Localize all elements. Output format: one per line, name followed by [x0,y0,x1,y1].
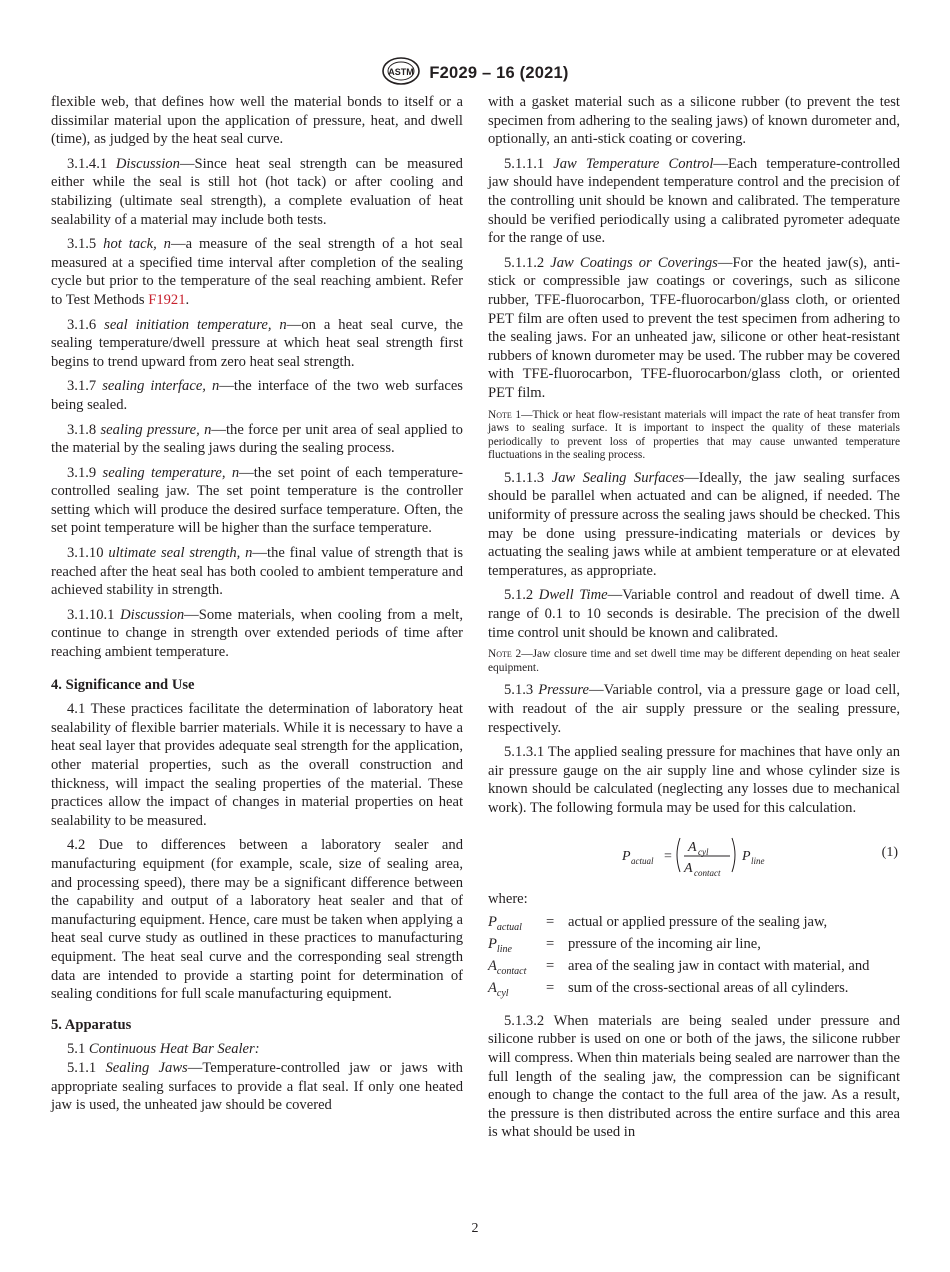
paragraph-5-1-3-1: 5.1.3.1 The applied sealing pressure for machines that have only an air pressure gauge on the air supply line and whose cylinder size is known should be calculated (neglecting any losses due to mechanical work). The following formula may be used for this calculation. [488,744,900,816]
paragraph-5-1-1-1: 5.1.1.1 Jaw Temperature Control—Each temperature-controlled jaw should have independent temperature control and the precision of the controlling unit should be known and calibrated. The temperature should be verified periodically using a calibrated pyrometer adequate for the range of use. [488,155,900,247]
equation-number: (1) [881,844,898,860]
definition-row: $A_{cyl}$ = sum of the cross-sectional areas of all cylinders. [488,979,849,999]
paragraph-5-1: 5.1 Continuous Heat Bar Sealer: [67,1041,260,1058]
eq-lhs-sub: actual [631,855,654,866]
reference-link-f1921[interactable]: F1921 [148,291,186,308]
eq-numerator: A [688,839,697,855]
paragraph-3-1-5: 3.1.5 hot tack, n—a measure of the seal strength of a hot seal measured at a specified time interval after completion of the sealing cycle but prior to the temperature of the seal reaching ambient. Refer to Test Methods F1921. [51,236,463,308]
paragraph-3-1-8: 3.1.8 sealing pressure, n—the force per unit area of seal applied to the material by the sealing jaws during the sealing process. [51,421,463,457]
paragraph-3-1-4-1: 3.1.4.1 Discussion—Since heat seal strength can be measured either while the seal is still hot (hot tack) or after cooling and stabilizing (ultimate seal strength), a complete evaluation of heat sealability of a material may include both tests. [51,155,463,228]
page-header [0,56,950,91]
definition-row: $A_{contact}$ = area of the sealing jaw in contact with material, and [488,957,870,977]
eq-denominator: A [684,860,693,876]
paragraph-5-1-1-3: 5.1.1.3 Jaw Sealing Surfaces—Ideally, the jaw sealing surfaces should be parallel when actuated and can be aligned, if needed. The uniformity of pressure across the sealing jaws should be checked. This may be done using pressure-indicating materials or devices by actuating the sealing jaws while at ambient temperature or at elevated temperatures, as appropriate. [488,469,900,579]
left-column [51,93,463,1121]
definition-row: $P_{actual}$ = actual or applied pressure of the sealing jaw, [488,914,828,934]
equation-1 [488,828,900,882]
paragraph-3-1-4-cont: flexible web, that defines how well the material bonds to itself or a dissimilar material upon the application of pressure, heat, and dwell (time), as judged by the heat seal curve. [51,94,463,148]
note-1: Note 1—Thick or heat flow-resistant materials will impact the rate of heat transfer from jaws to sealing surface. It is important to inspect the quality of these materials periodically to prevent loss of properties that may cause unwanted temperature fluctuations in the sealing process. [488,408,900,462]
eq-numerator-sub: cyl [698,846,709,857]
paragraph-3-1-6: 3.1.6 seal initiation temperature, n—on a heat seal curve, the sealing temperature/dwell pressure at which heat seal strength first begins to trend upward from zero heat seal strength. [51,316,463,370]
variable-definitions [488,914,900,1002]
pressure-formula [618,828,788,882]
paragraph-4-2: 4.2 Due to differences between a laboratory sealer and manufacturing equipment (for example, scale, size of sealing area, and processing speed), there may be a significant difference between the capability and output of a laboratory heat sealer and that of manufacturing equipment. Hence, care must be taken when applying a heat seal curve study as outlined in these practices to manufacturing equipment. The heat seal curve and the corresponding seal strength data are intended to provide a starting point for determination of sealing conditions for full scale manufacturing equipment. [51,837,463,1003]
paragraph-3-1-9: 3.1.9 sealing temperature, n—the set point of each temperature-controlled sealing jaw. The set point temperature is the controller setting which will produce the desired surface temperature. Often, the set point temperature will be higher than the surface temperature. [51,464,463,537]
eq-denominator-sub: contact [694,867,721,878]
definition-row: $P_{line}$ = pressure of the incoming air line, [488,936,761,955]
document-id: F2029 – 16 (2021) [429,64,569,82]
svg-text:ASTM: ASTM [388,67,415,77]
paragraph-5-1-3-2: 5.1.3.2 When materials are being sealed under pressure and silicone rubber is used on one or both of the jaws, the silicone rubber will compress. When thin materials being sealed are narrower than the full length of the sealing jaw, the compression can be significant enough to change the contact to the full area of the jaw. As a result, the pressure is then distributed across the entire surface and this area is what should be used in [488,1012,900,1141]
paragraph-3-1-10: 3.1.10 ultimate seal strength, n—the final value of strength that is reached after the heat seal has both cooled to ambient temperature and achieved stability in strength. [51,545,463,599]
right-column [488,93,900,1148]
eq-rhs: P [742,848,751,864]
astm-logo-icon [381,56,421,91]
note-2: Note 2—Jaw closure time and set dwell time may be different depending on heat sealer equipment. [488,648,900,674]
section-heading-4: 4. Significance and Use [51,676,195,693]
paragraph-3-1-7: 3.1.7 sealing interface, n—the interface of the two web surfaces being sealed. [51,378,463,413]
paragraph-3-1-10-1: 3.1.10.1 Discussion—Some materials, when cooling from a melt, continue to change in strength over extended periods of time after reaching ambient temperature. [51,606,463,661]
page-number: 2 [471,1221,479,1236]
paragraph-5-1-1-2: 5.1.1.2 Jaw Coatings or Coverings—For the heated jaw(s), anti-stick or compressible jaw coatings or coverings, such as silicone rubber, TFE-fluorocarbon, TFE-fluorocarbon/glass cloth, or oriented PET film are often used to prevent the test specimen from adhering to the sealing jaws. For an unheated jaw, silicone or other heat-resistant rubbers of known durometer may be used. The rubber may be covered with TFE-fluorocarbon, TFE-fluorocarbon/glass cloth, or oriented PET film. [488,254,901,401]
eq-equals: = [664,848,672,864]
eq-lhs: P [622,848,631,864]
eq-rhs-sub: line [751,855,765,866]
section-heading-5: 5. Apparatus [51,1016,132,1033]
paragraph-5-1-3: 5.1.3 Pressure—Variable control, via a pressure gage or load cell, with readout of the air supply pressure or the sealing pressure, respectively. [488,682,900,736]
paragraph-5-1-1-cont: with a gasket material such as a silicone rubber (to prevent the test specimen from adhering to the sealing jaws) of known durometer and, optionally, an anti-stick coating or covering. [488,94,900,148]
paragraph-5-1-2: 5.1.2 Dwell Time—Variable control and readout of dwell time. A range of 0.1 to 10 seconds is desirable. The precision of the dwell time control unit should be known and calibrated. [488,587,900,641]
where-label: where: [488,890,528,907]
paragraph-5-1-1: 5.1.1 Sealing Jaws—Temperature-controlled jaw or jaws with appropriate sealing surfaces to provide a flat seal. If only one heated jaw is used, the unheated jaw should be covered [51,1059,463,1114]
paragraph-4-1: 4.1 These practices facilitate the determination of laboratory heat sealability of flexible barrier materials. While it is necessary to have a heat seal layer that provides adequate seal strength for the application, other material properties, such as the overall construction and thickness, will impact the sealing properties of the material. These practices allow the impact of changes in material properties on heat sealability to be measured. [51,701,463,829]
